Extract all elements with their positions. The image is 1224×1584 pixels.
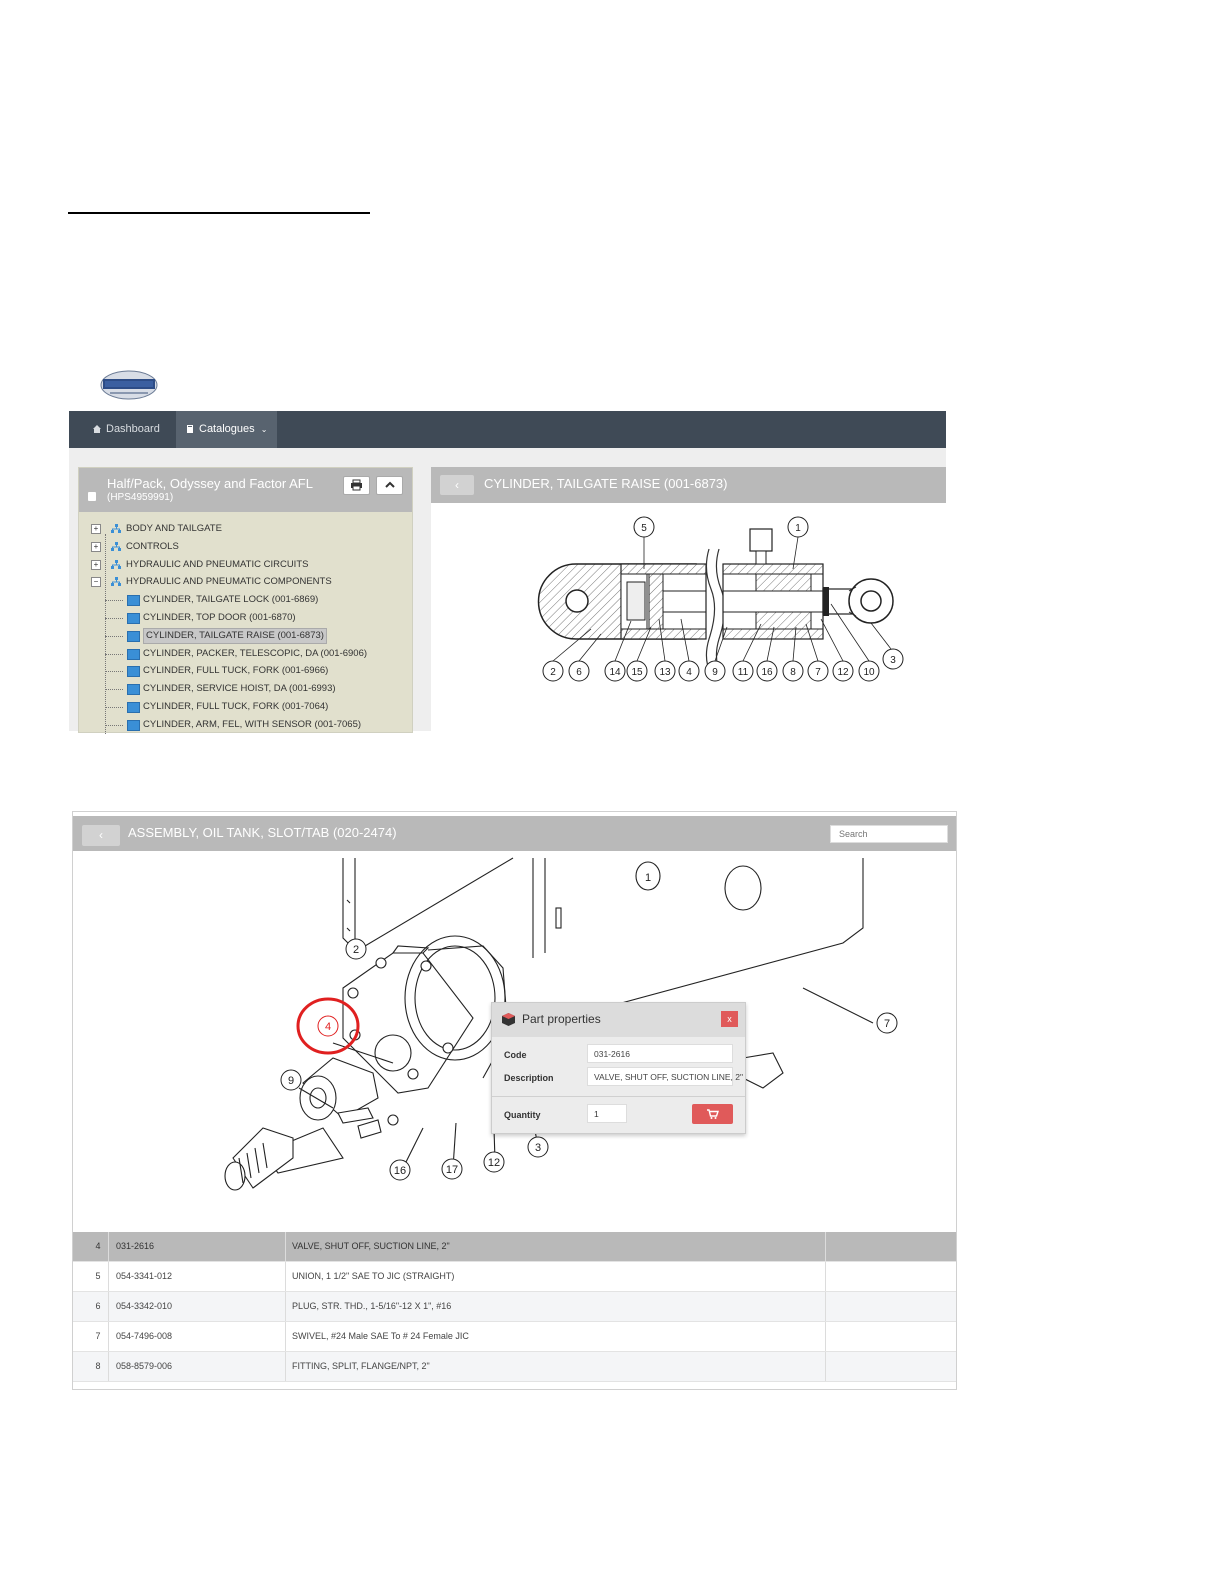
callout[interactable]: [655, 661, 675, 681]
description-label: Description: [504, 1073, 554, 1083]
image-icon: [127, 613, 140, 624]
table-row[interactable]: [73, 1262, 956, 1292]
callout[interactable]: [859, 661, 879, 681]
chevron-left-icon: ‹: [99, 828, 103, 842]
svg-text:5: 5: [641, 523, 647, 534]
callout[interactable]: [705, 661, 725, 681]
tree-item-label: CYLINDER, TAILGATE LOCK (001-6869): [143, 594, 319, 606]
tree-item-label: CYLINDER, ARM, FEL, WITH SENSOR (001-7065): [143, 718, 362, 730]
part-properties-title: Part properties: [522, 1012, 601, 1026]
divider: [825, 1322, 826, 1351]
divider: [108, 1292, 109, 1321]
tree-connector: [105, 618, 123, 619]
part-description: PLUG, STR. THD., 1-5/16"-12 X 1", #16: [292, 1301, 452, 1311]
svg-text:16: 16: [393, 1165, 407, 1177]
divider: [108, 1322, 109, 1351]
row-number: 5: [95, 1271, 101, 1281]
home-icon: [93, 425, 101, 433]
svg-text:7: 7: [815, 667, 821, 678]
tree-item[interactable]: [87, 662, 407, 680]
callout[interactable]: [484, 1152, 504, 1172]
assembly-screenshot: [72, 811, 957, 1390]
drawing-panel-header: [431, 467, 946, 503]
tree-group-label: BODY AND TAILGATE: [126, 523, 222, 534]
callout[interactable]: [833, 661, 853, 681]
tree-group[interactable]: [87, 538, 407, 556]
tree-item-label: CYLINDER, FULL TUCK, FORK (001-7064): [143, 700, 329, 712]
svg-text:1: 1: [795, 523, 801, 534]
catalogue-title: Half/Pack, Odyssey and Factor AFL: [107, 476, 313, 491]
divider: [108, 1262, 109, 1291]
divider: [285, 1292, 286, 1321]
sitemap-icon: [111, 560, 121, 569]
svg-text:9: 9: [287, 1075, 295, 1087]
row-number: 8: [95, 1361, 101, 1371]
row-number: 6: [95, 1301, 101, 1311]
callout[interactable]: [281, 1070, 301, 1090]
add-to-cart-button[interactable]: [692, 1104, 733, 1124]
image-icon: [127, 702, 140, 713]
image-icon: [127, 595, 140, 606]
parts-table: [73, 1232, 956, 1382]
tree-group-label: CONTROLS: [126, 540, 179, 552]
nav-catalogues-label: Catalogues: [199, 423, 255, 435]
tree-item-label: CYLINDER, PACKER, TELESCOPIC, DA (001-6906): [143, 647, 368, 659]
tree-connector: [105, 654, 123, 655]
tree-group[interactable]: [87, 520, 407, 538]
table-row[interactable]: [73, 1292, 956, 1322]
tree-group-label: HYDRAULIC AND PNEUMATIC COMPONENTS: [126, 576, 332, 588]
catalogue-tree-panel: [78, 467, 413, 733]
tree-item-label: CYLINDER, SERVICE HOIST, DA (001-6993): [143, 683, 336, 695]
sitemap-icon: [111, 577, 121, 586]
tree-item[interactable]: [87, 716, 407, 734]
close-button[interactable]: x: [721, 1011, 738, 1027]
nav-dashboard-label: Dashboard: [106, 423, 160, 435]
svg-text:9: 9: [712, 667, 718, 678]
page-rule: [68, 212, 370, 214]
tree-item[interactable]: [87, 645, 407, 663]
part-code: 058-8579-006: [116, 1361, 173, 1371]
callout[interactable]: [543, 661, 563, 681]
tree-connector: [105, 636, 123, 637]
collapse-icon[interactable]: −: [91, 577, 101, 587]
drawing-title: CYLINDER, TAILGATE RAISE (001-6873): [484, 476, 728, 491]
search-input[interactable]: [830, 825, 948, 843]
table-row[interactable]: [73, 1322, 956, 1352]
callout[interactable]: [783, 661, 803, 681]
part-code: 031-2616: [116, 1241, 155, 1251]
tree-connector: [105, 725, 123, 726]
chevron-left-icon: ‹: [455, 478, 459, 492]
code-field[interactable]: 031-2616: [587, 1044, 733, 1063]
callout[interactable]: [733, 661, 753, 681]
image-icon: [127, 649, 140, 660]
tree-item-selected[interactable]: [87, 627, 407, 645]
callout[interactable]: [442, 1159, 462, 1179]
svg-text:6: 6: [576, 667, 582, 678]
svg-text:3: 3: [890, 655, 896, 666]
tree-connector: [105, 671, 123, 672]
expand-icon[interactable]: +: [91, 560, 101, 570]
tree-item[interactable]: [87, 609, 407, 627]
book-icon: [88, 492, 96, 501]
callout[interactable]: [883, 649, 903, 669]
code-label: Code: [504, 1050, 527, 1060]
callout[interactable]: [528, 1137, 548, 1157]
part-properties-dialog: [491, 1002, 746, 1134]
cube-icon: [502, 1013, 515, 1026]
svg-text:16: 16: [761, 667, 773, 678]
tree-item-label: CYLINDER, TAILGATE RAISE (001-6873): [143, 628, 327, 644]
svg-text:4: 4: [686, 667, 692, 678]
tree-connector: [105, 600, 123, 601]
print-icon: [351, 480, 362, 490]
callout[interactable]: [645, 872, 651, 884]
tree-group[interactable]: [87, 556, 407, 574]
divider: [285, 1262, 286, 1291]
book-icon: [186, 425, 194, 433]
callout[interactable]: [788, 517, 808, 537]
description-field[interactable]: VALVE, SHUT OFF, SUCTION LINE, 2": [587, 1067, 733, 1086]
callout-highlighted[interactable]: [318, 1016, 338, 1036]
catalogue-tree: [87, 520, 407, 734]
callout[interactable]: [569, 661, 589, 681]
callout[interactable]: [757, 661, 777, 681]
part-description: VALVE, SHUT OFF, SUCTION LINE, 2": [292, 1241, 450, 1251]
tree-connector: [105, 707, 123, 708]
divider: [285, 1352, 286, 1381]
cart-icon: [707, 1109, 718, 1119]
svg-text:13: 13: [659, 667, 671, 678]
image-icon: [127, 720, 140, 731]
divider: [825, 1352, 826, 1381]
back-button[interactable]: [82, 825, 120, 846]
tree-item[interactable]: [87, 680, 407, 698]
cylinder-drawing[interactable]: [531, 509, 911, 689]
quantity-field[interactable]: 1: [587, 1104, 627, 1123]
nav-dashboard[interactable]: [83, 411, 170, 448]
assembly-title: ASSEMBLY, OIL TANK, SLOT/TAB (020-2474): [128, 825, 397, 840]
svg-text:7: 7: [883, 1018, 891, 1030]
row-number: 4: [95, 1241, 101, 1251]
nav-catalogues[interactable]: [176, 411, 277, 448]
part-description: UNION, 1 1/2" SAE TO JIC (STRAIGHT): [292, 1271, 455, 1281]
tree-item[interactable]: [87, 698, 407, 716]
part-properties-header: [492, 1003, 745, 1037]
divider: [825, 1262, 826, 1291]
part-code: 054-3342-010: [116, 1301, 173, 1311]
sitemap-icon: [111, 524, 121, 533]
chevron-down-icon: ⌄: [260, 425, 268, 434]
top-navbar: [69, 411, 946, 448]
divider: [285, 1232, 286, 1261]
callout[interactable]: [627, 661, 647, 681]
svg-text:2: 2: [550, 667, 556, 678]
svg-text:1: 1: [644, 872, 652, 884]
svg-text:11: 11: [737, 667, 749, 678]
svg-text:12: 12: [837, 667, 849, 678]
divider: [492, 1096, 745, 1097]
image-icon: [127, 684, 140, 695]
callout[interactable]: [808, 661, 828, 681]
row-number: 7: [95, 1331, 101, 1341]
svg-text:4: 4: [324, 1021, 332, 1033]
callout[interactable]: [605, 661, 625, 681]
parts-central-logo: [100, 370, 158, 400]
callout[interactable]: [877, 1013, 897, 1033]
tree-item-label: CYLINDER, TOP DOOR (001-6870): [143, 611, 296, 623]
part-code: 054-7496-008: [116, 1331, 173, 1341]
svg-text:3: 3: [534, 1142, 542, 1154]
part-description: SWIVEL, #24 Male SAE To # 24 Female JIC: [292, 1331, 469, 1341]
svg-text:17: 17: [445, 1164, 459, 1176]
expand-icon[interactable]: +: [91, 542, 101, 552]
callout[interactable]: [634, 517, 654, 537]
part-code: 054-3341-012: [116, 1271, 173, 1281]
svg-text:12: 12: [487, 1157, 501, 1169]
table-row[interactable]: [73, 1352, 956, 1382]
image-icon: [127, 666, 140, 677]
quantity-label: Quantity: [504, 1110, 541, 1120]
drawing-panel: [431, 467, 946, 731]
svg-text:14: 14: [609, 667, 621, 678]
back-button[interactable]: [440, 475, 474, 495]
svg-text:8: 8: [790, 667, 796, 678]
image-icon: [127, 631, 140, 642]
catalogue-screenshot: [69, 411, 946, 731]
assembly-header: [73, 816, 956, 851]
tree-group[interactable]: [87, 573, 407, 591]
callout[interactable]: [346, 939, 366, 959]
table-row[interactable]: [73, 1232, 956, 1262]
tree-group-label: HYDRAULIC AND PNEUMATIC CIRCUITS: [126, 558, 309, 570]
expand-icon[interactable]: +: [91, 524, 101, 534]
catalogue-panel-header: [79, 468, 412, 512]
collapse-button[interactable]: [376, 476, 403, 495]
divider: [108, 1232, 109, 1261]
print-button[interactable]: [343, 476, 370, 495]
chevron-up-icon: [385, 481, 395, 489]
svg-text:15: 15: [631, 667, 643, 678]
callout[interactable]: [679, 661, 699, 681]
catalogue-code: (HPS4959991): [107, 492, 174, 503]
tree-item-label: CYLINDER, FULL TUCK, FORK (001-6966): [143, 665, 329, 677]
divider: [825, 1292, 826, 1321]
sitemap-icon: [111, 542, 121, 551]
divider: [108, 1352, 109, 1381]
svg-text:10: 10: [863, 667, 875, 678]
divider: [285, 1322, 286, 1351]
callout[interactable]: [390, 1160, 410, 1180]
catalogue-content: [69, 448, 946, 731]
part-description: FITTING, SPLIT, FLANGE/NPT, 2": [292, 1361, 430, 1371]
tree-item[interactable]: [87, 591, 407, 609]
divider: [825, 1232, 826, 1261]
tree-connector: [105, 689, 123, 690]
svg-text:2: 2: [352, 944, 360, 956]
